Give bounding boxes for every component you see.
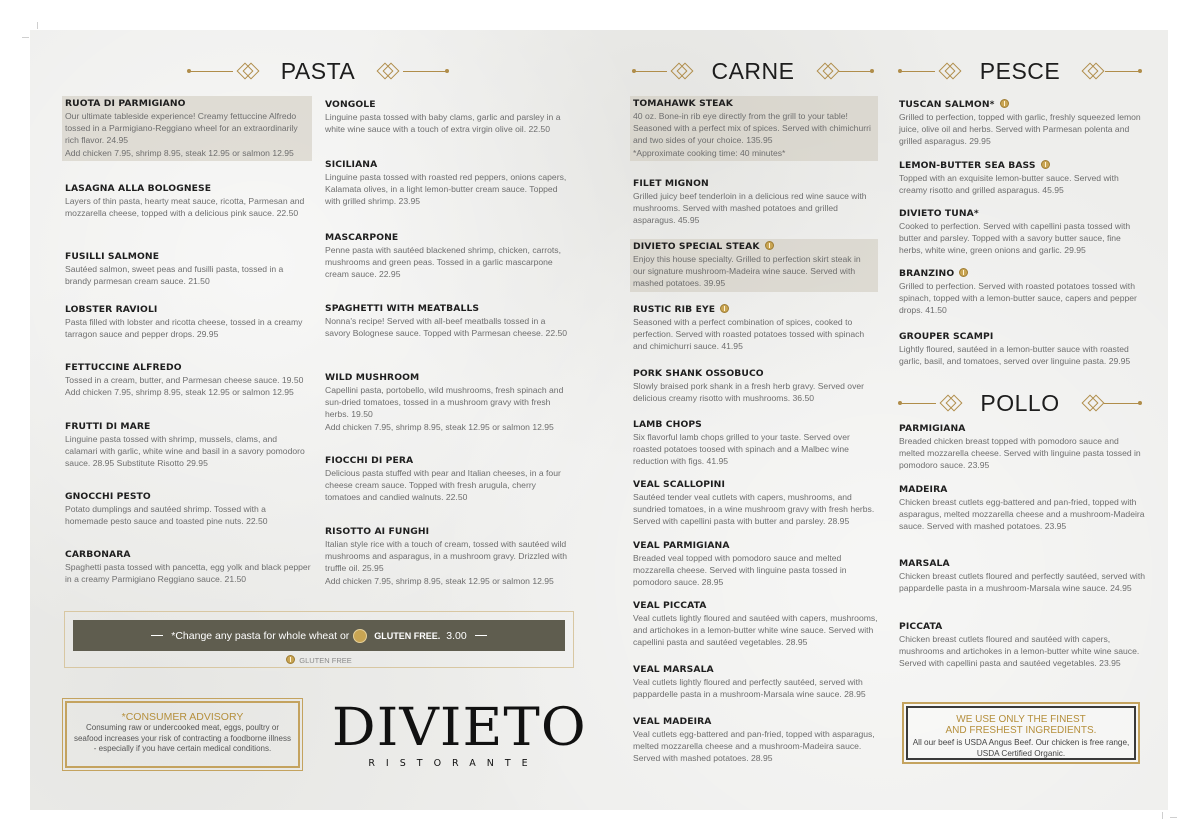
advisory-title: *CONSUMER ADVISORY <box>121 711 244 723</box>
section-title: POLLO <box>980 389 1060 416</box>
menu-item <box>65 491 311 527</box>
logo-wordmark: DIVIETO <box>331 698 587 758</box>
menu-item <box>325 303 571 339</box>
menu-item <box>630 96 878 161</box>
item-name: GNOCCHI PESTO <box>65 491 151 502</box>
section-title: CARNE <box>711 57 795 84</box>
gluten-free-notice <box>64 611 574 668</box>
item-description: Pasta filled with lobster and ricotta cheese, tossed in a creamy tarragon sauce and pepper drops. 29.95 <box>65 317 303 340</box>
notice-title-line2: AND FRESHEST INGREDIENTS. <box>945 725 1097 736</box>
item-description: Lightly floured, sautéed in a lemon-butter sauce with roasted garlic, basil, and tomatoes, served over linguine pasta. 29.95 <box>899 344 1131 367</box>
gluten-free-banner <box>73 620 565 651</box>
item-name <box>633 241 875 253</box>
gluten-free-icon <box>1000 99 1009 108</box>
gluten-free-text: *Change any pasta for whole wheat or <box>171 629 350 642</box>
dash-decoration <box>151 635 163 637</box>
menu-item <box>899 208 1145 257</box>
menu-item <box>65 421 311 470</box>
item-description: Capellini pasta, portobello, wild mushrooms, fresh spinach and sun-dried tomatoes, tossed in a mushroom gravy with fresh herbs. 19.50 <box>325 385 564 420</box>
advisory-body: Consuming raw or undercooked meat, eggs, poultry or seafood increases your risk of contracting a foodborne illness - especially if you have certain medical conditions. <box>73 723 291 753</box>
gluten-free-icon <box>720 304 729 313</box>
menu-item <box>899 484 1145 533</box>
menu-item <box>633 600 879 649</box>
item-name: VEAL MADEIRA <box>633 716 712 727</box>
crop-mark <box>1162 812 1163 819</box>
item-name: VEAL SCALLOPINI <box>633 479 725 490</box>
logo-subtitle: RISTORANTE <box>368 758 539 769</box>
item-name: VEAL PARMIGIANA <box>633 540 730 551</box>
item-addons: Add chicken 7.95, shrimp 8.95, steak 12.95 or salmon 12.95 <box>65 147 294 158</box>
menu-item <box>633 664 879 700</box>
legend-label: GLUTEN FREE <box>299 656 352 665</box>
item-description: 40 oz. Bone-in rib eye directly from the grill to your table! Seasoned with a perfect mix of spices. Served with chimichurri and two sides of your choice. 135.95 <box>633 111 871 146</box>
menu-item <box>633 178 879 227</box>
item-name: MASCARPONE <box>325 232 399 243</box>
item-name <box>899 268 1145 280</box>
item-description: Delicious pasta stuffed with pear and Italian cheeses, in a four cheese cream sauce. Topped with fresh arugula, cherry tomatoes and candied walnuts. 22.50 <box>325 468 561 503</box>
item-name: LASAGNA ALLA BOLOGNESE <box>65 183 212 194</box>
item-name: FILET MIGNON <box>633 178 709 189</box>
item-description: Nonna's recipe! Served with all-beef meatballs tossed in a savory Bolognese sauce. Topped with Parmesan cheese. 22.50 <box>325 316 568 339</box>
section-heading-pesce <box>900 56 1140 86</box>
item-name <box>899 160 1145 172</box>
section-title: PASTA <box>280 57 356 84</box>
item-name: VEAL PICCATA <box>633 600 707 611</box>
item-name: LAMB CHOPS <box>633 419 702 430</box>
menu-item <box>899 268 1145 317</box>
crop-mark <box>37 22 38 29</box>
restaurant-logo <box>331 698 587 769</box>
item-description: Grilled to perfection, topped with garlic, freshly squeezed lemon juice, olive oil and herbs. Served with Parmesan polenta and grilled asparagus. 29.95 <box>899 112 1141 147</box>
item-description: Breaded veal topped with pomodoro sauce and melted mozzarella cheese. Served with linguine pasta tossed in pomodoro sauce. 28.95 <box>633 553 847 588</box>
item-name: VONGOLE <box>325 99 376 110</box>
menu-item <box>65 183 311 219</box>
item-name-text: TUSCAN SALMON* <box>899 99 995 110</box>
item-description: Chicken breast cutlets floured and perfectly sautéed, served with pappardelle pasta in a mushroom-Marsala wine sauce. 24.95 <box>899 571 1146 594</box>
item-description: Potato dumplings and sautéed shrimp. Tossed with a homemade pesto sauce and toasted pine nuts. 22.50 <box>65 504 268 527</box>
item-description: Breaded chicken breast topped with pomodoro sauce and melted mozzarella cheese. Served with linguine pasta tossed in pomodoro sauce. 23.95 <box>899 436 1141 471</box>
gluten-free-icon <box>1041 160 1050 169</box>
diamond-ornament-icon <box>671 63 689 79</box>
item-description: Sautéed salmon, sweet peas and fusilli pasta, tossed in a brandy parmesan cream sauce. 21.50 <box>65 264 284 287</box>
item-name: PARMIGIANA <box>899 423 966 434</box>
item-description: Grilled to perfection. Served with roasted potatoes tossed with spinach, topped with a lemon-butter sauce, capers and pepper drops. 41.50 <box>899 281 1137 316</box>
item-description: Veal cutlets lightly floured and sautéed with capers, mushrooms, and artichokes in a lemon-butter white wine sauce. Served with capellini pasta and sautéed vegetables. 28.95 <box>633 613 878 648</box>
item-description: Linguine pasta tossed with baby clams, garlic and parsley in a white wine sauce with a touch of extra virgin olive oil. 22.50 <box>325 112 561 135</box>
notice-body: All our beef is USDA Angus Beef. Our chicken is free range, USDA Certified Organic. <box>912 738 1130 758</box>
item-name <box>633 304 879 316</box>
divider-line <box>403 71 447 72</box>
menu-item <box>630 239 878 292</box>
diamond-ornament-icon <box>377 63 399 79</box>
diamond-ornament-icon <box>237 63 259 79</box>
item-description: Layers of thin pasta, hearty meat sauce, ricotta, Parmesan and mozzarella cheese, topped with a delicious pink sauce. 22.50 <box>65 196 305 219</box>
item-name: PORK SHANK OSSOBUCO <box>633 368 764 379</box>
item-description: Chicken breast cutlets egg-battered and pan-fried, topped with asparagus, melted mozzarella cheese and a mushroom-Madeira sauce. Served with mashed potatoes. 23.95 <box>899 497 1145 532</box>
item-name: SPAGHETTI WITH MEATBALLS <box>325 303 480 314</box>
item-name: FRUTTI DI MARE <box>65 421 151 432</box>
item-name-text: RUSTIC RIB EYE <box>633 304 716 315</box>
gluten-free-icon <box>286 655 295 664</box>
item-name <box>899 99 1145 111</box>
item-description: Linguine pasta tossed with shrimp, mussels, clams, and calamari with garlic, white wine and basil in a savory pomodoro sauce. 28.95 Substitute Risotto 29.95 <box>65 434 305 469</box>
menu-item <box>899 331 1145 367</box>
crop-mark <box>22 37 29 38</box>
menu-item <box>65 304 311 340</box>
item-addons: Add chicken 7.95, shrimp 8.95, steak 12.95 or salmon 12.95 <box>65 387 294 398</box>
divider-line <box>1104 403 1140 404</box>
menu-item <box>899 621 1145 670</box>
section-heading-pollo <box>900 388 1140 418</box>
item-name: RISOTTO AI FUNGHI <box>325 526 430 537</box>
gluten-free-price: 3.00 <box>446 629 467 642</box>
item-name: FETTUCCINE ALFREDO <box>65 362 182 373</box>
crop-mark <box>1170 817 1177 818</box>
item-name-text: BRANZINO <box>899 268 955 279</box>
menu-item <box>325 159 571 208</box>
item-name: WILD MUSHROOM <box>325 372 420 383</box>
item-description: Tossed in a cream, butter, and Parmesan cheese sauce. 19.50 <box>65 375 304 385</box>
item-description: Spaghetti pasta tossed with pancetta, egg yolk and black pepper in a creamy Parmigiano Reggiano sauce. 21.50 <box>65 562 311 585</box>
menu-item <box>633 479 879 528</box>
item-description: Veal cutlets egg-battered and pan-fried, topped with asparagus, melted mozzarella cheese and a mushroom-Madeira sauce. Served with mashed potatoes. 28.95 <box>633 729 875 764</box>
divider-line <box>189 71 233 72</box>
item-name: MADEIRA <box>899 484 948 495</box>
item-name: DIVIETO TUNA* <box>899 208 979 219</box>
divider-line <box>634 71 667 72</box>
gluten-free-icon <box>959 268 968 277</box>
menu-item <box>325 372 571 433</box>
diamond-ornament-icon <box>1082 63 1101 79</box>
item-name: RUOTA DI PARMIGIANO <box>65 98 186 109</box>
item-description: Enjoy this house specialty. Grilled to perfection skirt steak in our signature mushroom-Madeira wine sauce. Served with mashed potatoes. 39.95 <box>633 254 861 289</box>
item-description: Seasoned with a perfect combination of spices, cooked to perfection. Served with roasted potatoes tossed with spinach and chimichurri sauce. 41.95 <box>633 317 865 352</box>
item-name-text: LEMON-BUTTER SEA BASS <box>899 160 1036 171</box>
item-addons: Add chicken 7.95, shrimp 8.95, steak 12.95 or salmon 12.95 <box>325 421 554 432</box>
item-description: Sautéed tender veal cutlets with capers, mushrooms, and sundried tomatoes, in a wine mushroom gravy with fresh herbs. Served with capellini pasta with butter and parsley. 28.95 <box>633 492 875 527</box>
item-description: Six flavorful lamb chops grilled to your taste. Served over roasted potatoes toosed with spinach and a Malbec wine reduction with figs. 41.95 <box>633 432 850 467</box>
menu-item <box>65 362 311 398</box>
item-description: Linguine pasta tossed with roasted red peppers, onions capers, Kalamata olives, in a light lemon-butter cream sauce. Topped with grilled shrimp. 23.95 <box>325 172 567 207</box>
item-description: Slowly braised pork shank in a fresh herb gravy. Served over delicious creamy risotto with mushrooms. 36.50 <box>633 381 865 404</box>
diamond-ornament-icon <box>817 63 835 79</box>
divider-line <box>900 71 935 72</box>
ingredients-notice <box>902 702 1140 764</box>
dash-decoration <box>475 635 487 637</box>
item-description: Grilled juicy beef tenderloin in a delicious red wine sauce with mushrooms. Served with mashed potatoes and grilled asparagus. 45.95 <box>633 191 867 226</box>
divider-line <box>900 403 936 404</box>
menu-item <box>899 160 1145 196</box>
item-description: Penne pasta with sautéed blackened shrimp, chicken, carrots, mushrooms and green peas. Tossed in a garlic mascarpone cream sauce. 22.95 <box>325 245 561 280</box>
item-name-text: DIVIETO SPECIAL STEAK <box>633 241 760 252</box>
notice-title-line1: WE USE ONLY THE FINEST <box>956 714 1086 725</box>
item-name: SICILIANA <box>325 159 378 170</box>
item-name: FUSILLI SALMONE <box>65 251 160 262</box>
diamond-ornament-icon <box>939 63 958 79</box>
item-name: PICCATA <box>899 621 943 632</box>
gluten-free-icon <box>353 629 367 643</box>
item-description: Topped with an exquisite lemon-butter sauce. Served with creamy risotto and grilled asparagus. 45.95 <box>899 173 1119 196</box>
item-note: *Approximate cooking time: 40 minutes* <box>633 147 786 158</box>
gluten-free-label: GLUTEN FREE. <box>374 630 441 641</box>
item-name: MARSALA <box>899 558 950 569</box>
item-description: Our ultimate tableside experience! Creamy fettuccine Alfredo tossed in a Parmigiano-Reggiano wheel for an extraordinarily rich flavor. 24.95 <box>65 111 298 146</box>
diamond-ornament-icon <box>1082 395 1100 411</box>
menu-item <box>633 304 879 353</box>
menu-item <box>62 96 312 161</box>
item-name: TOMAHAWK STEAK <box>633 98 733 109</box>
gluten-free-legend <box>65 655 573 665</box>
consumer-advisory <box>65 701 300 768</box>
menu-item <box>65 251 311 287</box>
menu-item <box>633 419 879 468</box>
divider-line <box>1105 71 1140 72</box>
gluten-free-icon <box>765 241 774 250</box>
item-name: LOBSTER RAVIOLI <box>65 304 158 315</box>
section-heading-carne <box>634 56 872 86</box>
menu-item <box>899 423 1145 472</box>
item-description: Veal cutlets lightly floured and perfectly sautéed, served with pappardelle pasta in a mushroom-Marsala wine sauce. 28.95 <box>633 677 866 700</box>
item-description: Cooked to perfection. Served with capellini pasta tossed with butter and parsley. Topped with a savory butter sauce, fine herbs, white wine, green onions and garlic. 29.95 <box>899 221 1131 256</box>
item-description: Chicken breast cutlets floured and sautéed with capers, mushrooms and artichokes in a lemon-butter white wine sauce. Served with capellini pasta and sautéed vegetables. 23.95 <box>899 634 1140 669</box>
item-description: Italian style rice with a touch of cream, tossed with sautéed wild mushrooms and asparagus, in a mushroom gravy. Drizzled with truffle oil. 25.95 <box>325 539 567 574</box>
item-addons: Add chicken 7.95, shrimp 8.95, steak 12.95 or salmon 12.95 <box>325 575 554 586</box>
item-name: VEAL MARSALA <box>633 664 714 675</box>
item-name: CARBONARA <box>65 549 131 560</box>
menu-item <box>633 540 879 589</box>
menu-item <box>325 526 571 587</box>
item-name: GROUPER SCAMPI <box>899 331 994 342</box>
menu-item <box>325 232 571 281</box>
item-name: FIOCCHI DI PERA <box>325 455 414 466</box>
menu-item <box>633 716 879 765</box>
menu-item <box>633 368 879 404</box>
menu-item <box>325 455 571 504</box>
diamond-ornament-icon <box>940 395 958 411</box>
section-title: PESCE <box>979 57 1061 84</box>
menu-item <box>325 99 571 135</box>
menu-item <box>65 549 311 585</box>
section-heading-pasta <box>188 56 448 86</box>
divider-line <box>839 71 872 72</box>
menu-item <box>899 558 1145 594</box>
menu-item <box>899 99 1145 148</box>
